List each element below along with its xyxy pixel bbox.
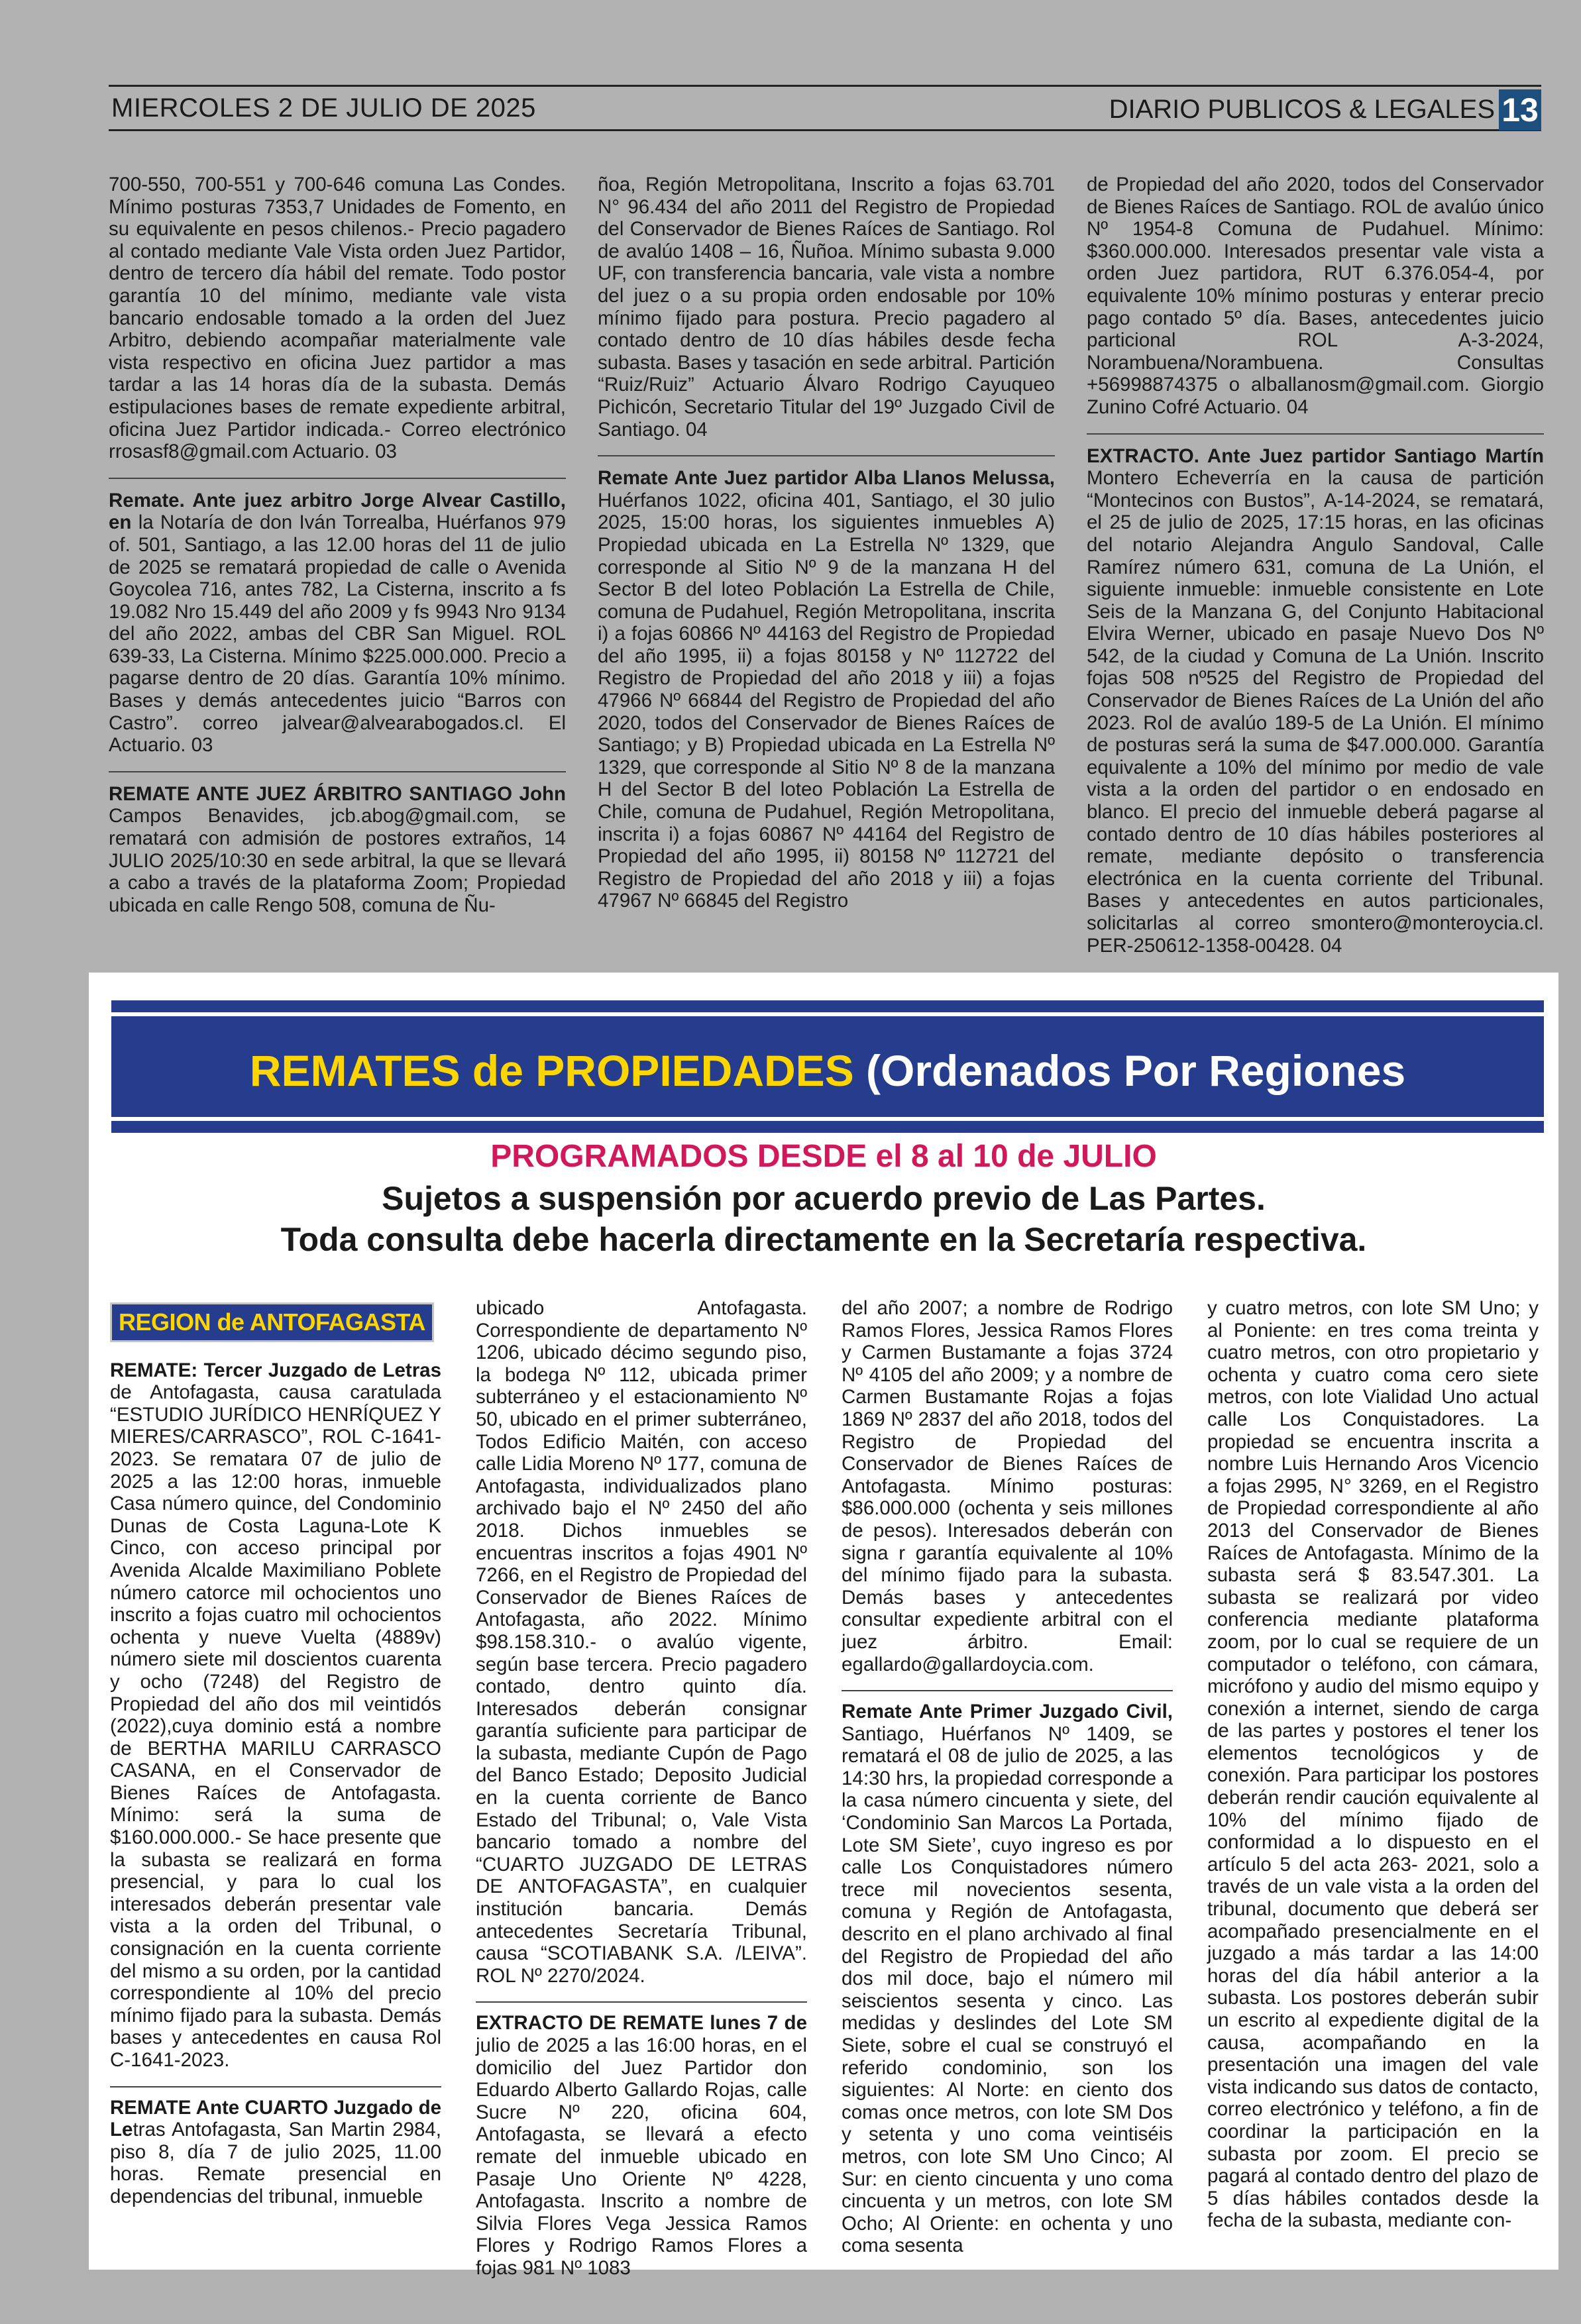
notice — [110, 1359, 441, 2072]
notice-divider — [476, 2001, 807, 2003]
banner-title-yellow: REMATES de PROPIEDADES — [249, 1046, 854, 1095]
notice — [110, 2097, 441, 2208]
notice-divider — [1087, 433, 1544, 435]
notice-heading: Remate Ante Juez partidor Alba Llanos Melussa, — [598, 467, 1055, 490]
notice-body: tras Antofagasta, San Martin 2984, piso 8, día 7 de julio 2025, 11.00 horas. Remate presencial en dependencias del tribunal, inmueble — [110, 2119, 441, 2207]
notice-heading: Remate Ante Primer Juzgado Civil, — [842, 1701, 1173, 1723]
issue-date: MIERCOLES 2 DE JULIO DE 2025 — [111, 93, 536, 123]
notice — [598, 467, 1055, 912]
notice-heading: REMATE Ante CUARTO Juzgado de Le — [110, 2096, 441, 2141]
banner-rule — [111, 1012, 1544, 1016]
notice-body: julio de 2025 a las 16:00 horas, en el domicilio del Juez Partidor don Eduardo Alberto Gallardo Rojas, calle Sucre Nº 220, oficina 604, Antofagasta, se llevará a efecto remate del inmueble ubicado en Pasaje Uno Oriente Nº 4228, Antofagasta. Inscrito a nombre de Silvia Flores Vega Jessica Ramos Flores y Rodrigo Ramos Flores a fojas 981 Nº 1083 — [476, 2034, 807, 2279]
bottom-column-1 — [110, 1302, 441, 2256]
notice-continued: ñoa, Región Metropolitana, Inscrito a fojas 63.701 N° 96.434 del año 2011 del Registro de Propiedad del Conservador de Bienes Raíces de Santiago. Rol de avalúo 1408 – 16, Ñuñoa. Mínimo subasta 9.000 UF, con transferencia bancaria, vale vista a nombre del juez o a su propia orden endosable por 10% mínimo fijado para postura. Precio pagadero al contado dentro de 10 días hábiles desde fecha subasta. Bases y tasación en sede arbitral. Partición “Ruiz/Ruiz” Actuario Álvaro Rodrigo Cayuqueo Pichicón, Secretario Titular del 19º Juzgado Civil de Santiago. 04 — [598, 174, 1055, 441]
banner-title-white: (Ordenados Por Regiones — [853, 1046, 1406, 1095]
notice-heading: EXTRACTO DE REMATE lunes 7 de — [476, 2012, 807, 2034]
notice-body: Campos Benavides, jcb.abog@gmail.com, se rematará con admisión de postores extraños, 14 JULIO 2025/10:30 en sede arbitral, la que se llevará a cabo a través de la plataforma Zoom; Propiedad ubicada en calle Rengo 508, comuna de Ñu- — [109, 805, 566, 916]
notice-heading: EXTRACTO. Ante Juez partidor Santiago Martín — [1087, 445, 1544, 467]
notice-divider — [109, 771, 566, 772]
section-banner — [111, 1000, 1544, 1133]
notice-continued: del año 2007; a nombre de Rodrigo Ramos Flores, Jessica Ramos Flores y Carmen Bustamante a fojas 3724 Nº 4105 del año 2009; y a nombre de Carmen Bustamante Rojas a fojas 1869 Nº 2837 del año 2018, todos del Registro de Propiedad del Conservador de Bienes Raíces de Antofagasta. Mínimo posturas: $86.000.000 (ochenta y seis millones de pesos). Interesados deberán con signa r garantía equivalente al 10% del mínimo fijado para la subasta. Demás bases y antecedentes consultar expediente arbitral con el juez árbitro. Email: egallardo@gallardoycia.com. — [842, 1297, 1173, 1675]
inquiry-note: Toda consulta debe hacerla directamente en la Secretaría respectiva. — [280, 1221, 1367, 1258]
notice — [476, 2012, 807, 2279]
notice-continued: de Propiedad del año 2020, todos del Conservador de Bienes Raíces de Santiago. ROL de avalúo único Nº 1954-8 Comuna de Pudahuel. Mínimo: $360.000.000. Interesados presentar vale vista a orden Juez partidora, RUT 6.376.054-4, por equivalente 10% mínimo posturas y enterar precio pago contado 5º día. Bases, antecedentes juicio particional ROL A-3-2024, Norambuena/Norambuena. Consultas +56998874375 o alballanosm@gmail.com. Giorgio Zunino Cofré Actuario. 04 — [1087, 174, 1544, 418]
notice-divider — [598, 455, 1055, 456]
notice — [109, 490, 566, 757]
notice — [1087, 445, 1544, 957]
notice-body: Santiago, Huérfanos Nº 1409, se rematará el 08 de julio de 2025, a las 14:30 hrs, la propiedad corresponde a la casa número cincuenta y siete, del ‘Condominio San Marcos La Portada, Lote SM Siete’, cuyo ingreso es por calle Los Conquistadores número trece mil novecientos sesenta, comuna y Región de Antofagasta, descrito en el plano archivado al final del Registro de Propiedad del año dos mil doce, bajo el número mil seiscientos sesenta y cinco. Las medidas y deslindes del Lote SM Siete, sobre el cual se construyó el referido condominio, son los siguientes: Al Norte: en ciento dos comas once metros, con lote SM Dos y setenta y uno coma veintiséis metros, con lote SM Uno Cinco; Al Sur: en ciento cincuenta y uno coma cincuenta y un metros, con lote SM Ocho; Al Oriente: en ochenta y uno coma sesenta — [842, 1722, 1173, 2257]
notice-continued: y cuatro metros, con lote SM Uno; y al Poniente: en tres coma treinta y cuatro metros, con otro propietario y ochenta y cuatro coma cero siete metros, con lote Vialidad Uno actual calle Los Conquistadores. La propiedad se encuentra inscrita a nombre Luis Hernando Aros Vicencio a fojas 2995, N° 3269, en el Registro de Propiedad correspondiente al año 2013 del Conservador de Bienes Raíces de Antofagasta. Mínimo de la subasta será $ 83.547.301. La subasta se realizará por video conferencia mediante plataforma zoom, por lo cual se requiere de un computador o teléfono, con cámara, micrófono y audio del mismo equipo y conexión a internet, siendo de carga de las partes y postores el tener los elementos tecnológicos y de conexión. Para participar los postores deberán rendir caución equivalente al 10% del mínimo fijado de conformidad a lo dispuesto en el artículo 5 del acta 263- 2021, solo a través de un vale vista a la orden del tribunal, documento que deberá ser acompañado presencialmente en el juzgado a más tardar a las 14:00 horas del día hábil anterior a la subasta. Los postores deberán subir un escrito al expediente digital de la causa, acompañando en la presentación una imagen del vale vista indicando sus datos de contacto, correo electrónico y teléfono, a fin de coordinar la participación en la subasta por zoom. El precio se pagará al contado dentro del plazo de 5 días hábiles contados desde la fecha de la subasta, mediante con- — [1207, 1297, 1539, 2232]
region-label: REGION de ANTOFAGASTA — [110, 1302, 434, 1342]
notice — [842, 1701, 1173, 2257]
notice — [109, 783, 566, 917]
notice-continued: ubicado Antofagasta. Correspondiente de departamento Nº 1206, ubicado décimo segundo piso, la bodega Nº 112, ubicada primer subterráneo y el estacionamiento Nº 50, ubicado en el primer subterráneo, Todos Edificio Maitén, con acceso calle Lidia Moreno Nº 177, comuna de Antofagasta, individualizados plano archivado bajo el Nº 2450 del año 2018. Dichos inmuebles se encuentras inscritos a fojas 4901 Nº 7266, en el Registro de Propiedad del Conservador de Bienes Raíces de Antofagasta, año 2022. Mínimo $98.158.310.- o avalúo vigente, según base tercera. Precio pagadero contado, dentro quinto día. Interesados deberán consignar garantía suficiente para participar de la subasta, mediante Cupón de Pago del Banco Estado; Deposito Judicial en la cuenta corriente de Banco Estado del Tribunal; o, Vale Vista bancario tomado a nombre del “CUARTO JUZGADO DE LETRAS DE ANTOFAGASTA”, en cualquier institución bancaria. Demás antecedentes Secretaría Tribunal, causa “SCOTIABANK S.A. /LEIVA”. ROL Nº 2270/2024. — [476, 1297, 807, 1987]
notice-body: Huérfanos 1022, oficina 401, Santiago, el 30 julio 2025, 15:00 horas, los siguientes inmuebles A) Propiedad ubicada en La Estrella Nº 1329, que corresponde al Sitio Nº 9 de la manzana H del Sector B del loteo Población La Estrella de Chile, comuna de Pudahuel, Región Metropolitana, inscrita i) a fojas 60866 Nº 44163 del Registro de Propiedad del año 1995, ii) a fojas 80158 y Nº 112722 del Registro de Propiedad del año 2018 y iii) a fojas 47966 Nº 66844 del Registro de Propiedad del año 2020, todos del Conservador de Bienes Raíces de Santiago; y B) Propiedad ubicada en La Estrella Nº 1329, que corresponde al Sitio Nº 8 de la manzana H del Sector B del loteo Población La Estrella de Chile, comuna de Pudahuel, Región Metropolitana, inscrita i) a fojas 60867 Nº 44164 del Registro de Propiedad del año 1995, ii) 80158 Nº 112721 del Registro de Propiedad del año 2018 y iii) a fojas 47967 Nº 66845 del Registro — [598, 489, 1055, 912]
schedule-heading: PROGRAMADOS DESDE el 8 al 10 de JULIO — [490, 1139, 1157, 1174]
bottom-column-3 — [842, 1297, 1173, 2257]
page-header — [109, 85, 1541, 131]
top-column-3 — [1087, 174, 1544, 957]
bottom-column-4 — [1207, 1297, 1539, 2251]
bottom-column-2 — [476, 1297, 807, 2279]
top-column-1 — [109, 174, 566, 935]
notice-heading: Remate. Ante juez arbitro Jorge Alvear Castillo, en — [109, 489, 566, 534]
notice-divider — [109, 478, 566, 479]
notice-continued: 700-550, 700-551 y 700-646 comuna Las Condes. Mínimo posturas 7353,7 Unidades de Fomento, en su equivalente en pesos chilenos.- Precio pagadero al contado mediante Vale Vista orden Juez Partidor, dentro de tercero día hábil del remate. Todo postor garantía 10 del mínimo, mediante vale vista bancario endosable tomado a la orden del Juez Arbitro, debiendo acompañar materialmente vale vista respectivo en oficina Juez partidor a mas tardar a las 14 horas día de la subasta. Demás estipulaciones bases de remate expediente arbitral, oficina Juez Partidor indicada.- Correo electrónico rrosasf8@gmail.com Actuario. 03 — [109, 174, 566, 463]
banner-rule — [111, 1117, 1544, 1121]
page-number-badge: 13 — [1499, 89, 1541, 131]
top-column-2 — [598, 174, 1055, 935]
notice-body: de Antofagasta, causa caratulada “ESTUDIO JURÍDICO HENRÍQUEZ Y MIERES/CARRASCO”, ROL C-1641-2023. Se rematara 07 de julio de 2025 a las 12:00 horas, inmueble Casa número quince, del Condominio Dunas de Costa Laguna-Lote K Cinco, con acceso principal por Avenida Alcalde Maximiliano Poblete número catorce mil ochocientos uno inscrito a fojas cuatro mil ochocientos ochenta y nueve Vuelta (4889v) número siete mil doscientos cuarenta y ocho (7248) del Registro de Propiedad del año dos mil veintidós (2022),cuya dominio está a nombre de BERTHA MARILU CARRASCO CASANA, en el Conservador de Bienes Raíces de Antofagasta. Mínimo: será la suma de $160.000.000.- Se hace presente que la subasta se realizará en forma presencial, y para lo cual los interesados deberán presentar vale vista a la orden del Tribunal, o consignación en la cuenta corriente del mismo a su orden, por la cantidad correspondiente al 10% del precio mínimo fijado para la subasta. Demás bases y antecedentes en causa Rol C-1641-2023. — [110, 1381, 441, 2071]
notice-divider — [842, 1690, 1173, 1691]
suspension-note: Sujetos a suspensión por acuerdo previo de Las Partes. — [382, 1180, 1266, 1217]
remates-section — [89, 973, 1558, 2279]
notice-body: Montero Echeverría en la causa de partición “Montecinos con Bustos”, A-14-2024, se rematará, el 25 de julio de 2025, 17:15 horas, en las oficinas del notario Alejandra Angulo Sandoval, Calle Ramírez número 631, comuna de La Unión, el siguiente inmueble: inmueble consistente en Lote Seis de la Manzana G, del Conjunto Habitacional Elvira Werner, ubicado en pasaje Nuevo Dos Nº 542, de la ciudad y Comuna de La Unión. Inscrito fojas 508 nº525 del Registro de Propiedad del Conservador de Bienes Raíces de La Unión del año 2023. Rol de avalúo 189-5 de La Unión. El mínimo de posturas será la suma de $47.000.000. Garantía equivalente a 10% del mínimo por medio de vale vista a la orden del partidor o en endosado en blanco. El precio del inmueble deberá pagarse al contado dentro de 10 días hábiles posteriores al remate, mediante depósito o transferencia electrónica en la cuenta corriente del Tribunal. Bases y antecedentes en autos particionales, solicitarlas al correo smontero@monteroycia.cl. PER-250612-1358-00428. 04 — [1087, 467, 1544, 957]
notice-heading: REMATE: Tercer Juzgado de Letras — [110, 1359, 441, 1381]
banner-title — [111, 1045, 1544, 1096]
newspaper-name: DIARIO PUBLICOS & LEGALES — [1109, 95, 1495, 124]
notice-divider — [110, 2086, 441, 2087]
notice-heading: REMATE ANTE JUEZ ÁRBITRO SANTIAGO John — [109, 782, 566, 805]
notice-body: la Notaría de don Iván Torrealba, Huérfanos 979 of. 501, Santiago, a las 12.00 horas del 11 de julio de 2025 se rematará propiedad de calle o Avenida Goycolea 716, antes 782, La Cisterna, inscrito a fs 19.082 Nro 15.449 del año 2009 y fs 9943 Nro 9134 del año 2022, ambas del CBR San Miguel. ROL 639-33, La Cisterna. Mínimo $225.000.000. Precio a pagarse dentro de 20 días. Garantía 10% mínimo. Bases y demás antecedentes juicio “Barros con Castro”. correo jalvear@alvearabogados.cl. El Actuario. 03 — [109, 511, 566, 757]
